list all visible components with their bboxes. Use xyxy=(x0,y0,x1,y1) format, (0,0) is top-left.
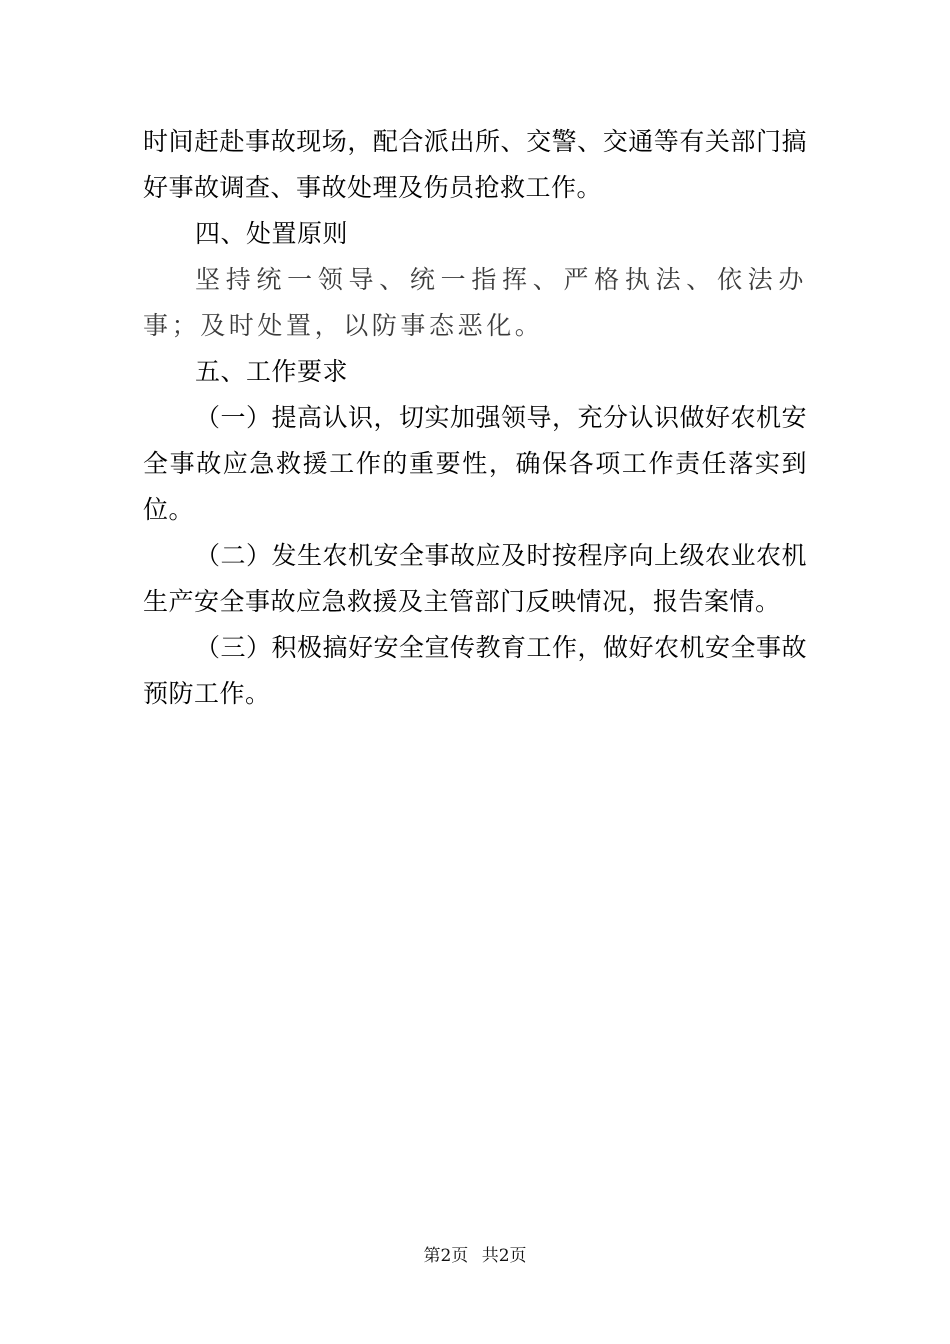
page-number-current: 第2页 xyxy=(423,1246,469,1266)
paragraph-requirement-1: （一）提高认识，切实加强领导，充分认识做好农机安全事故应急救援工作的重要性，确保各项工作责任落实到位。 xyxy=(143,403,808,524)
paragraph-requirement-3: （三）积极搞好安全宣传教育工作，做好农机安全事故预防工作。 xyxy=(143,633,808,708)
document-body xyxy=(143,119,807,717)
paragraph-requirement-2: （二）发生农机安全事故应及时按程序向上级农业农机生产安全事故应急救援及主管部门反映情况，报告案情。 xyxy=(143,541,808,616)
paragraph-continuation: 时间赶赴事故现场，配合派出所、交警、交通等有关部门搞好事故调查、事故处理及伤员抢救工作。 xyxy=(143,127,807,202)
section-heading-principles: 四、处置原则 xyxy=(195,219,349,248)
paragraph-principles: 坚持统一领导、统一指挥、严格执法、依法办事；及时处置，以防事态恶化。 xyxy=(143,265,807,340)
section-heading-requirements: 五、工作要求 xyxy=(195,357,349,386)
page-footer xyxy=(0,1241,950,1266)
page-number-total: 共2页 xyxy=(481,1246,527,1266)
